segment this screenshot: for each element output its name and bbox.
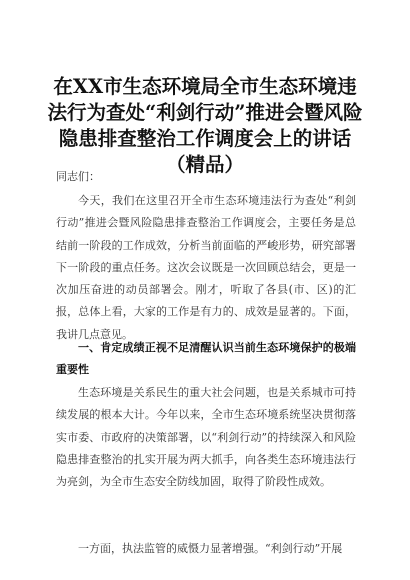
greeting: 同志们： <box>56 170 100 183</box>
paragraph-first-point: 一方面，执法监管的威慑力显著增强。“利剑行动”开展 <box>78 542 343 555</box>
paragraph-context: 生态环境是关系民生的重大社会问题，也是关系城市可持续发展的根本大计。今年以来，全市生态环境系统坚决贯彻落实市委、市政府的决策部署，以“利剑行动”的持续深入和风险隐患排查整治的扎实开展为两大抓手，向各类生态环境违法行为亮剑，为全市生态安全防线加固，取得了阶段性成效。 <box>56 386 356 489</box>
document-title: 在XX市生态环境局全市生态环境违法行为查处“利剑行动”推进会暨风险隐患排查整治工作调度会上的讲话（精品） <box>47 75 363 176</box>
section-heading: 一、肯定成绩正视不足清醒认识当前生态环境保护的极端重要性 <box>56 341 356 377</box>
paragraph-intro: 今天，我们在这里召开全市生态环境违法行为查处“利剑行动”推进会暨风险隐患排查整治工作调度会，主要任务是总结前一阶段的工作成效，分析当前面临的严峻形势，研究部署下一阶段的重点任务。这次会议既是一次回顾总结会，更是一次加压奋进的动员部署会。刚才，听取了各县(市、区)的汇报，总体上看，大家的工作是有力的、成效是显著的。下面，我讲几点意见。 <box>56 194 356 341</box>
